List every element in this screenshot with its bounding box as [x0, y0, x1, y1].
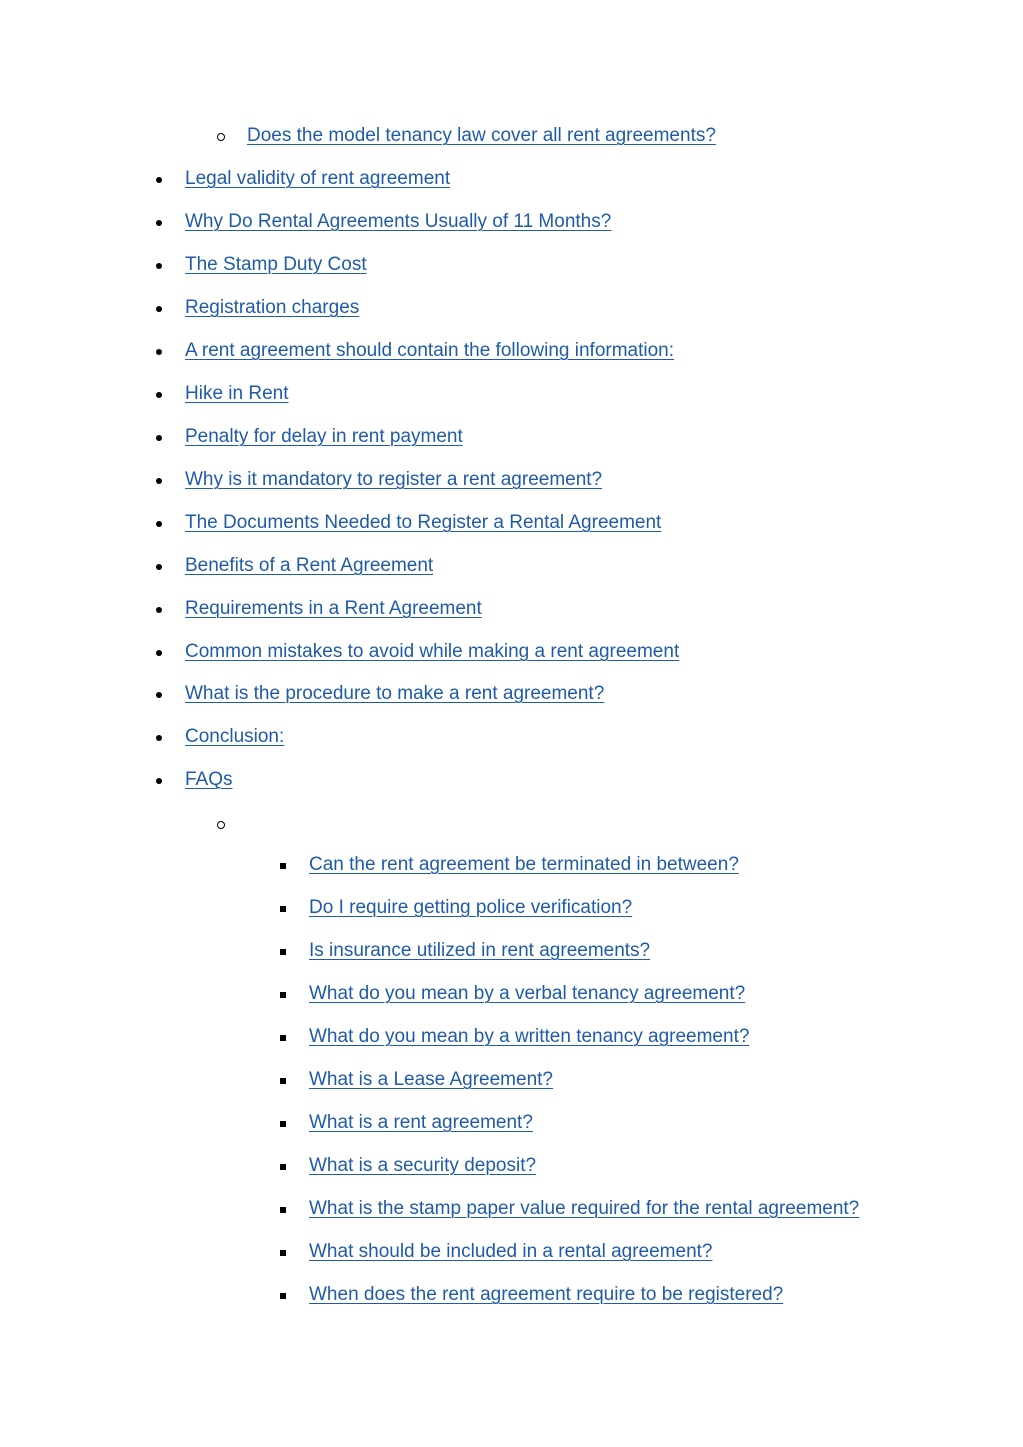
toc-link-requirements[interactable]: Requirements in a Rent Agreement [185, 598, 482, 619]
circle-bullet-icon [214, 122, 228, 152]
square-bullet-icon [276, 1109, 290, 1139]
square-bullet-icon [276, 894, 290, 924]
square-bullet-icon [276, 851, 290, 881]
square-bullet-icon [276, 937, 290, 967]
toc-link-faq-insurance[interactable]: Is insurance utilized in rent agreements? [309, 940, 651, 961]
toc-link-legal-validity[interactable]: Legal validity of rent agreement [185, 168, 451, 189]
toc-link-stamp-duty[interactable]: The Stamp Duty Cost [185, 254, 367, 275]
toc-link-faq-stamp-paper[interactable]: What is the stamp paper value required for the rental agreement? [309, 1198, 860, 1219]
toc-link-model-tenancy-law[interactable]: Does the model tenancy law cover all rent agreements? [247, 125, 716, 146]
disc-bullet-icon [152, 595, 166, 625]
toc-link-eleven-months[interactable]: Why Do Rental Agreements Usually of 11 Months? [185, 211, 612, 232]
square-bullet-icon [276, 1281, 290, 1311]
toc-link-agreement-contents[interactable]: A rent agreement should contain the following information: [185, 340, 675, 361]
disc-bullet-icon [152, 509, 166, 539]
disc-bullet-icon [152, 723, 166, 753]
toc-link-faqs[interactable]: FAQs [185, 769, 233, 790]
toc-link-faq-when-registered[interactable]: When does the rent agreement require to be registered? [309, 1284, 784, 1305]
disc-bullet-icon [152, 294, 166, 324]
circle-bullet-icon [214, 810, 228, 840]
disc-bullet-icon [152, 638, 166, 668]
square-bullet-icon [276, 1023, 290, 1053]
toc-link-documents-needed[interactable]: The Documents Needed to Register a Rental Agreement [185, 512, 662, 533]
disc-bullet-icon [152, 552, 166, 582]
disc-bullet-icon [152, 165, 166, 195]
disc-bullet-icon [152, 680, 166, 710]
disc-bullet-icon [152, 466, 166, 496]
toc-link-procedure[interactable]: What is the procedure to make a rent agreement? [185, 683, 605, 704]
toc-link-mandatory-registration[interactable]: Why is it mandatory to register a rent agreement? [185, 469, 603, 490]
disc-bullet-icon [152, 251, 166, 281]
toc-link-faq-terminated[interactable]: Can the rent agreement be terminated in between? [309, 854, 739, 875]
toc-link-common-mistakes[interactable]: Common mistakes to avoid while making a rent agreement [185, 641, 680, 662]
square-bullet-icon [276, 1066, 290, 1096]
toc-link-benefits[interactable]: Benefits of a Rent Agreement [185, 555, 434, 576]
toc-link-hike-in-rent[interactable]: Hike in Rent [185, 383, 289, 404]
toc-link-faq-police-verification[interactable]: Do I require getting police verification? [309, 897, 633, 918]
disc-bullet-icon [152, 208, 166, 238]
disc-bullet-icon [152, 380, 166, 410]
toc-link-faq-written[interactable]: What do you mean by a written tenancy agreement? [309, 1026, 750, 1047]
square-bullet-icon [276, 1238, 290, 1268]
toc-link-faq-included[interactable]: What should be included in a rental agreement? [309, 1241, 713, 1262]
toc-link-faq-security-deposit[interactable]: What is a security deposit? [309, 1155, 537, 1176]
disc-bullet-icon [152, 423, 166, 453]
disc-bullet-icon [152, 766, 166, 796]
toc-link-faq-lease[interactable]: What is a Lease Agreement? [309, 1069, 553, 1090]
toc-link-faq-rent-agreement[interactable]: What is a rent agreement? [309, 1112, 533, 1133]
square-bullet-icon [276, 980, 290, 1010]
toc-link-conclusion[interactable]: Conclusion: [185, 726, 285, 747]
square-bullet-icon [276, 1152, 290, 1182]
toc-link-faq-verbal[interactable]: What do you mean by a verbal tenancy agreement? [309, 983, 746, 1004]
toc-link-registration-charges[interactable]: Registration charges [185, 297, 360, 318]
toc-link-penalty-delay[interactable]: Penalty for delay in rent payment [185, 426, 463, 447]
square-bullet-icon [276, 1195, 290, 1225]
disc-bullet-icon [152, 337, 166, 367]
